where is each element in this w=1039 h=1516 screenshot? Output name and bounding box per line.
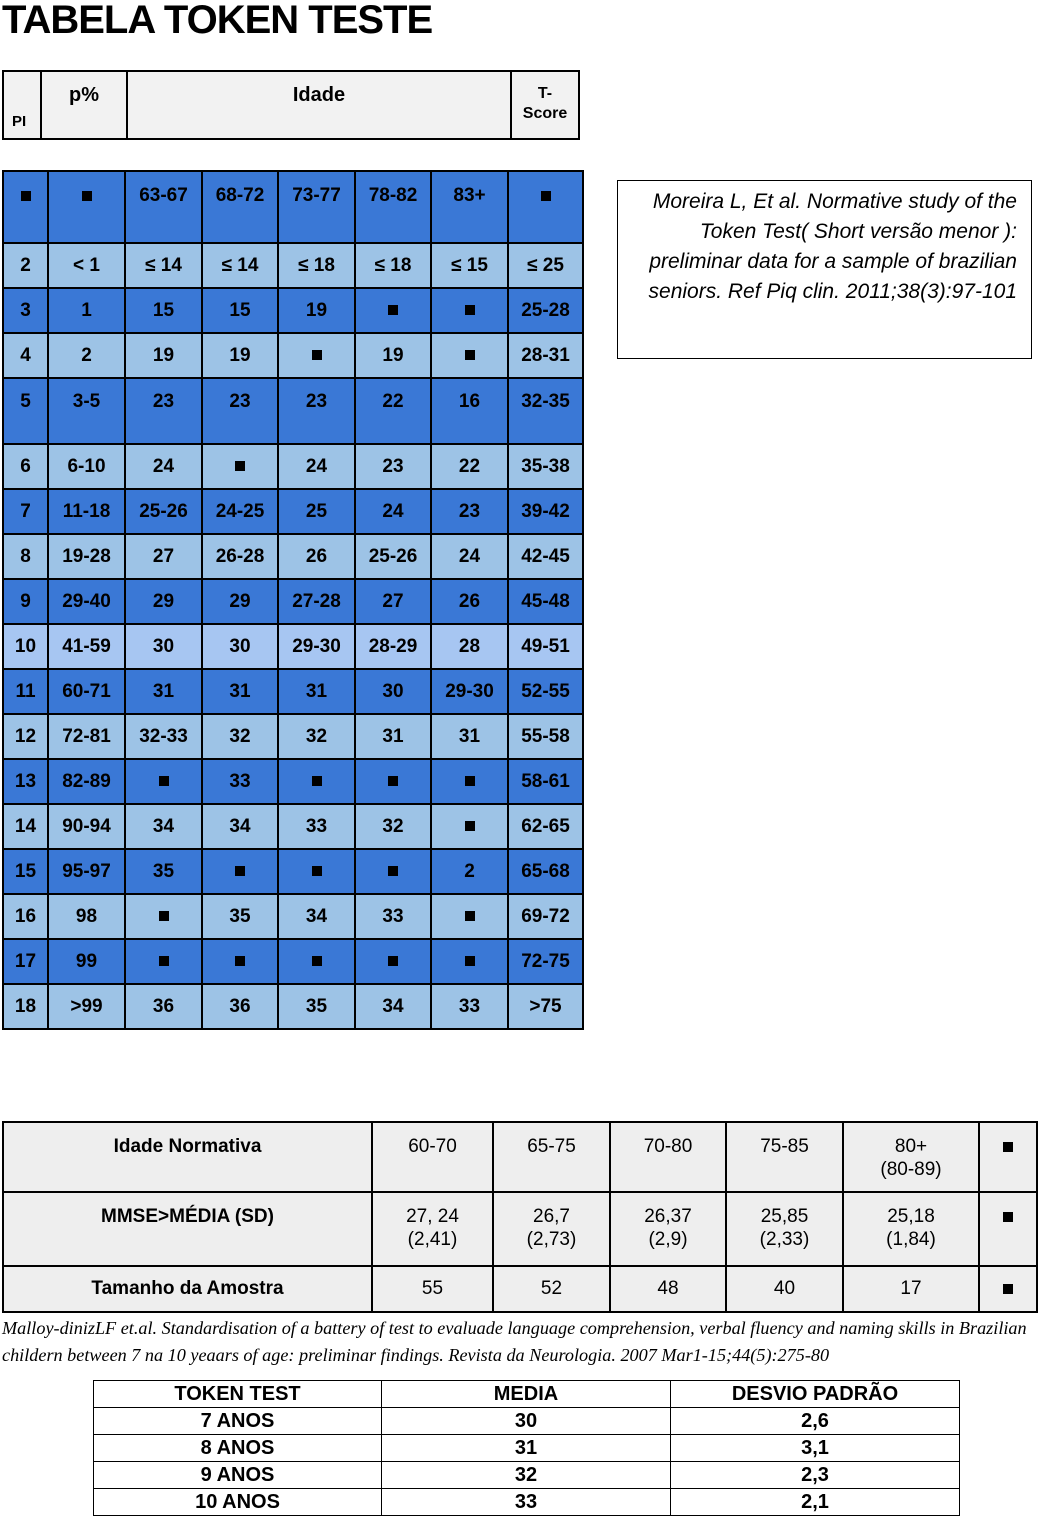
square-icon	[465, 821, 475, 831]
table-cell	[979, 1192, 1037, 1266]
grid-cell: 73-77	[278, 171, 355, 243]
grid-cell: 29	[125, 579, 202, 624]
table-cell	[979, 1122, 1037, 1192]
grid-cell: 33	[278, 804, 355, 849]
grid-cell	[355, 939, 431, 984]
table-cell: 65-75	[493, 1122, 610, 1192]
table-cell: 31	[382, 1435, 671, 1462]
grid-cell: 32-35	[508, 378, 583, 444]
grid-cell: 30	[202, 624, 278, 669]
square-icon	[465, 956, 475, 966]
grid-cell: 29-30	[278, 624, 355, 669]
table-cell: 52	[493, 1266, 610, 1312]
grid-cell	[202, 444, 278, 489]
square-icon	[1003, 1212, 1013, 1222]
table-row	[3, 669, 583, 714]
grid-cell: 28-29	[355, 624, 431, 669]
grid-cell: ≤ 18	[355, 243, 431, 288]
grid-cell: 31	[278, 669, 355, 714]
grid-cell: 34	[125, 804, 202, 849]
grid-cell	[508, 171, 583, 243]
grid-cell: 35	[202, 894, 278, 939]
table-row	[3, 714, 583, 759]
grid-cell: 11-18	[48, 489, 125, 534]
table-cell: 40	[726, 1266, 843, 1312]
grid-cell: 9	[3, 579, 48, 624]
square-icon	[388, 956, 398, 966]
square-icon	[1003, 1284, 1013, 1294]
grid-cell: 78-82	[355, 171, 431, 243]
table-row	[94, 1462, 960, 1489]
grid-cell: 24-25	[202, 489, 278, 534]
grid-cell: 13	[3, 759, 48, 804]
grid-cell: 32-33	[125, 714, 202, 759]
grid-cell: 31	[125, 669, 202, 714]
square-icon	[465, 305, 475, 315]
table-row	[3, 1192, 1037, 1266]
grid-cell: 62-65	[508, 804, 583, 849]
grid-cell	[355, 849, 431, 894]
table-cell: 10 ANOS	[94, 1489, 382, 1516]
grid-cell: 17	[3, 939, 48, 984]
table-cell: 48	[610, 1266, 726, 1312]
table-row	[3, 759, 583, 804]
grid-cell: 99	[48, 939, 125, 984]
grid-cell	[202, 849, 278, 894]
grid-cell: 6-10	[48, 444, 125, 489]
grid-cell: 95-97	[48, 849, 125, 894]
column-header: TOKEN TEST	[94, 1381, 382, 1408]
table-cell: 26,7 (2,73)	[493, 1192, 610, 1266]
grid-cell: 11	[3, 669, 48, 714]
square-icon	[312, 956, 322, 966]
square-icon	[388, 866, 398, 876]
table-row	[94, 1435, 960, 1462]
grid-cell: 65-68	[508, 849, 583, 894]
table-cell: 60-70	[372, 1122, 493, 1192]
grid-cell: 22	[431, 444, 508, 489]
grid-cell: 1	[48, 288, 125, 333]
grid-cell: 19	[278, 288, 355, 333]
grid-cell: 4	[3, 333, 48, 378]
grid-cell: 98	[48, 894, 125, 939]
square-icon	[235, 461, 245, 471]
grid-cell: 34	[202, 804, 278, 849]
grid-cell: 68-72	[202, 171, 278, 243]
grid-cell: 31	[355, 714, 431, 759]
grid-cell: 32	[355, 804, 431, 849]
grid-cell	[431, 759, 508, 804]
grid-cell: 72-75	[508, 939, 583, 984]
table-cell: 32	[382, 1462, 671, 1489]
grid-cell: ≤ 25	[508, 243, 583, 288]
grid-cell: 42-45	[508, 534, 583, 579]
grid-cell	[202, 939, 278, 984]
table-row	[3, 333, 583, 378]
table-row	[94, 1489, 960, 1516]
table-cell: 2,6	[671, 1408, 960, 1435]
grid-cell: 29	[202, 579, 278, 624]
grid-cell: 36	[202, 984, 278, 1029]
table-cell: 7 ANOS	[94, 1408, 382, 1435]
table-row	[3, 579, 583, 624]
grid-cell: 32	[202, 714, 278, 759]
grid-cell: 26-28	[202, 534, 278, 579]
grid-cell	[125, 939, 202, 984]
table-cell: 70-80	[610, 1122, 726, 1192]
square-icon	[235, 956, 245, 966]
grid-cell	[431, 894, 508, 939]
grid-cell: 31	[431, 714, 508, 759]
grid-cell: 34	[355, 984, 431, 1029]
normative-table	[2, 1121, 1038, 1313]
grid-cell: 16	[3, 894, 48, 939]
column-header: MEDIA	[382, 1381, 671, 1408]
table-row	[3, 894, 583, 939]
grid-cell: 3	[3, 288, 48, 333]
grid-cell: >75	[508, 984, 583, 1029]
grid-cell: 3-5	[48, 378, 125, 444]
grid-cell: 2	[3, 243, 48, 288]
grid-cell: 90-94	[48, 804, 125, 849]
grid-cell: 35	[278, 984, 355, 1029]
grid-cell: 19	[125, 333, 202, 378]
grid-cell: 25-26	[125, 489, 202, 534]
grid-cell: 26	[278, 534, 355, 579]
grid-cell: 26	[431, 579, 508, 624]
grid-cell: 31	[202, 669, 278, 714]
square-icon	[465, 776, 475, 786]
grid-cell: 55-58	[508, 714, 583, 759]
square-icon	[1003, 1142, 1013, 1152]
grid-cell: 36	[125, 984, 202, 1029]
table-cell: 80+ (80-89)	[843, 1122, 979, 1192]
table-row	[3, 534, 583, 579]
grid-cell: 19	[355, 333, 431, 378]
square-icon	[388, 776, 398, 786]
grid-cell: 15	[3, 849, 48, 894]
grid-cell: 29-40	[48, 579, 125, 624]
grid-cell: 28-31	[508, 333, 583, 378]
grid-cell: 34	[278, 894, 355, 939]
grid-cell: < 1	[48, 243, 125, 288]
grid-cell: 24	[125, 444, 202, 489]
grid-cell: ≤ 15	[431, 243, 508, 288]
grid-cell: ≤ 14	[125, 243, 202, 288]
grid-cell: 69-72	[508, 894, 583, 939]
grid-cell: 25	[278, 489, 355, 534]
header-pi: PI	[4, 72, 42, 138]
table-cell: 55	[372, 1266, 493, 1312]
table-cell	[979, 1266, 1037, 1312]
grid-cell: 24	[355, 489, 431, 534]
grid-cell: 25-26	[355, 534, 431, 579]
column-header: DESVIO PADRÃO	[671, 1381, 960, 1408]
grid-cell: 63-67	[125, 171, 202, 243]
grid-cell: 19-28	[48, 534, 125, 579]
grid-cell: 45-48	[508, 579, 583, 624]
table-row	[94, 1408, 960, 1435]
token-test-table	[93, 1380, 960, 1516]
grid-cell: 41-59	[48, 624, 125, 669]
grid-cell: 28	[431, 624, 508, 669]
grid-cell: 5	[3, 378, 48, 444]
grid-cell: 12	[3, 714, 48, 759]
percentile-grid	[2, 170, 584, 1030]
grid-cell	[48, 171, 125, 243]
grid-cell: 15	[125, 288, 202, 333]
table-cell: 8 ANOS	[94, 1435, 382, 1462]
citation-box: Moreira L, Et al. Normative study of the Token Test( Short versão menor ): preliminar data for a sample of brazilian seniors. Ref Piq clin. 2011;38(3):97-101	[617, 180, 1032, 359]
grid-cell	[125, 759, 202, 804]
square-icon	[388, 305, 398, 315]
table-cell: 2,3	[671, 1462, 960, 1489]
header-percent: p%	[42, 72, 128, 138]
grid-cell	[431, 288, 508, 333]
grid-cell: 30	[125, 624, 202, 669]
square-icon	[235, 866, 245, 876]
grid-cell	[355, 759, 431, 804]
grid-cell: 24	[278, 444, 355, 489]
grid-cell	[125, 894, 202, 939]
grid-cell: 23	[355, 444, 431, 489]
grid-cell: 15	[202, 288, 278, 333]
table-cell: 33	[382, 1489, 671, 1516]
table-cell: 17	[843, 1266, 979, 1312]
grid-cell: 83+	[431, 171, 508, 243]
table-row	[3, 1122, 1037, 1192]
table-row	[3, 243, 583, 288]
grid-cell: 29-30	[431, 669, 508, 714]
table-row	[3, 288, 583, 333]
table-cell: 27, 24 (2,41)	[372, 1192, 493, 1266]
table-header	[2, 70, 580, 140]
square-icon	[21, 191, 31, 201]
grid-cell	[355, 288, 431, 333]
square-icon	[312, 866, 322, 876]
grid-cell: 25-28	[508, 288, 583, 333]
grid-cell: 24	[431, 534, 508, 579]
row-label: Idade Normativa	[3, 1122, 372, 1192]
grid-cell: 2	[48, 333, 125, 378]
grid-cell: 7	[3, 489, 48, 534]
table-row	[3, 804, 583, 849]
square-icon	[82, 191, 92, 201]
grid-cell: 30	[355, 669, 431, 714]
grid-cell	[431, 804, 508, 849]
row-label: MMSE>MÉDIA (SD)	[3, 1192, 372, 1266]
table-cell: 25,85 (2,33)	[726, 1192, 843, 1266]
table-cell: 3,1	[671, 1435, 960, 1462]
grid-cell: 39-42	[508, 489, 583, 534]
grid-cell: 82-89	[48, 759, 125, 804]
grid-cell: ≤ 18	[278, 243, 355, 288]
table-row	[3, 444, 583, 489]
table-cell: 26,37 (2,9)	[610, 1192, 726, 1266]
grid-cell: 8	[3, 534, 48, 579]
square-icon	[465, 350, 475, 360]
header-idade: Idade	[128, 72, 512, 138]
grid-cell: 14	[3, 804, 48, 849]
table-row	[3, 378, 583, 444]
grid-cell: >99	[48, 984, 125, 1029]
table-row	[3, 624, 583, 669]
grid-cell: 18	[3, 984, 48, 1029]
grid-cell: 10	[3, 624, 48, 669]
square-icon	[159, 776, 169, 786]
table-header-row	[94, 1381, 960, 1408]
square-icon	[541, 191, 551, 201]
grid-cell: 22	[355, 378, 431, 444]
grid-cell: 35	[125, 849, 202, 894]
table-cell: 30	[382, 1408, 671, 1435]
grid-cell: 27	[125, 534, 202, 579]
grid-cell	[278, 333, 355, 378]
grid-cell: 35-38	[508, 444, 583, 489]
grid-cell: 19	[202, 333, 278, 378]
grid-cell: 16	[431, 378, 508, 444]
grid-cell: 49-51	[508, 624, 583, 669]
table-row	[3, 984, 583, 1029]
page-title: TABELA TOKEN TESTE	[2, 0, 433, 42]
table-row	[3, 849, 583, 894]
table-row	[3, 171, 583, 243]
grid-cell: 72-81	[48, 714, 125, 759]
reference-text: Malloy-dinizLF et.al. Standardisation of a battery of test to evaluade language comprehension, verbal fluency and naming skills in Brazilian childern between 7 na 10 yeaars of age: preliminar findings. Revista da Neurologia. 2007 Mar1-15;44(5):275-80	[2, 1318, 1027, 1365]
square-icon	[159, 911, 169, 921]
table-row	[3, 939, 583, 984]
grid-cell: 23	[202, 378, 278, 444]
square-icon	[159, 956, 169, 966]
grid-cell: 27-28	[278, 579, 355, 624]
grid-cell: 58-61	[508, 759, 583, 804]
table-cell: 2,1	[671, 1489, 960, 1516]
grid-cell	[431, 333, 508, 378]
grid-cell: 33	[202, 759, 278, 804]
grid-cell	[278, 849, 355, 894]
grid-cell: 52-55	[508, 669, 583, 714]
grid-cell: 2	[431, 849, 508, 894]
grid-cell: 60-71	[48, 669, 125, 714]
grid-cell: 33	[355, 894, 431, 939]
grid-cell: 32	[278, 714, 355, 759]
grid-cell: 27	[355, 579, 431, 624]
table-cell: 9 ANOS	[94, 1462, 382, 1489]
grid-cell: 23	[431, 489, 508, 534]
square-icon	[312, 776, 322, 786]
grid-cell: 23	[278, 378, 355, 444]
grid-cell	[431, 939, 508, 984]
row-label: Tamanho da Amostra	[3, 1266, 372, 1312]
table-row	[3, 489, 583, 534]
grid-cell: 33	[431, 984, 508, 1029]
grid-cell: ≤ 14	[202, 243, 278, 288]
square-icon	[465, 911, 475, 921]
header-tscore: T- Score	[522, 85, 568, 122]
square-icon	[312, 350, 322, 360]
grid-cell: 6	[3, 444, 48, 489]
grid-cell: 23	[125, 378, 202, 444]
table-row	[3, 1266, 1037, 1312]
grid-cell	[3, 171, 48, 243]
grid-cell	[278, 759, 355, 804]
table-cell: 75-85	[726, 1122, 843, 1192]
table-cell: 25,18 (1,84)	[843, 1192, 979, 1266]
grid-cell	[278, 939, 355, 984]
